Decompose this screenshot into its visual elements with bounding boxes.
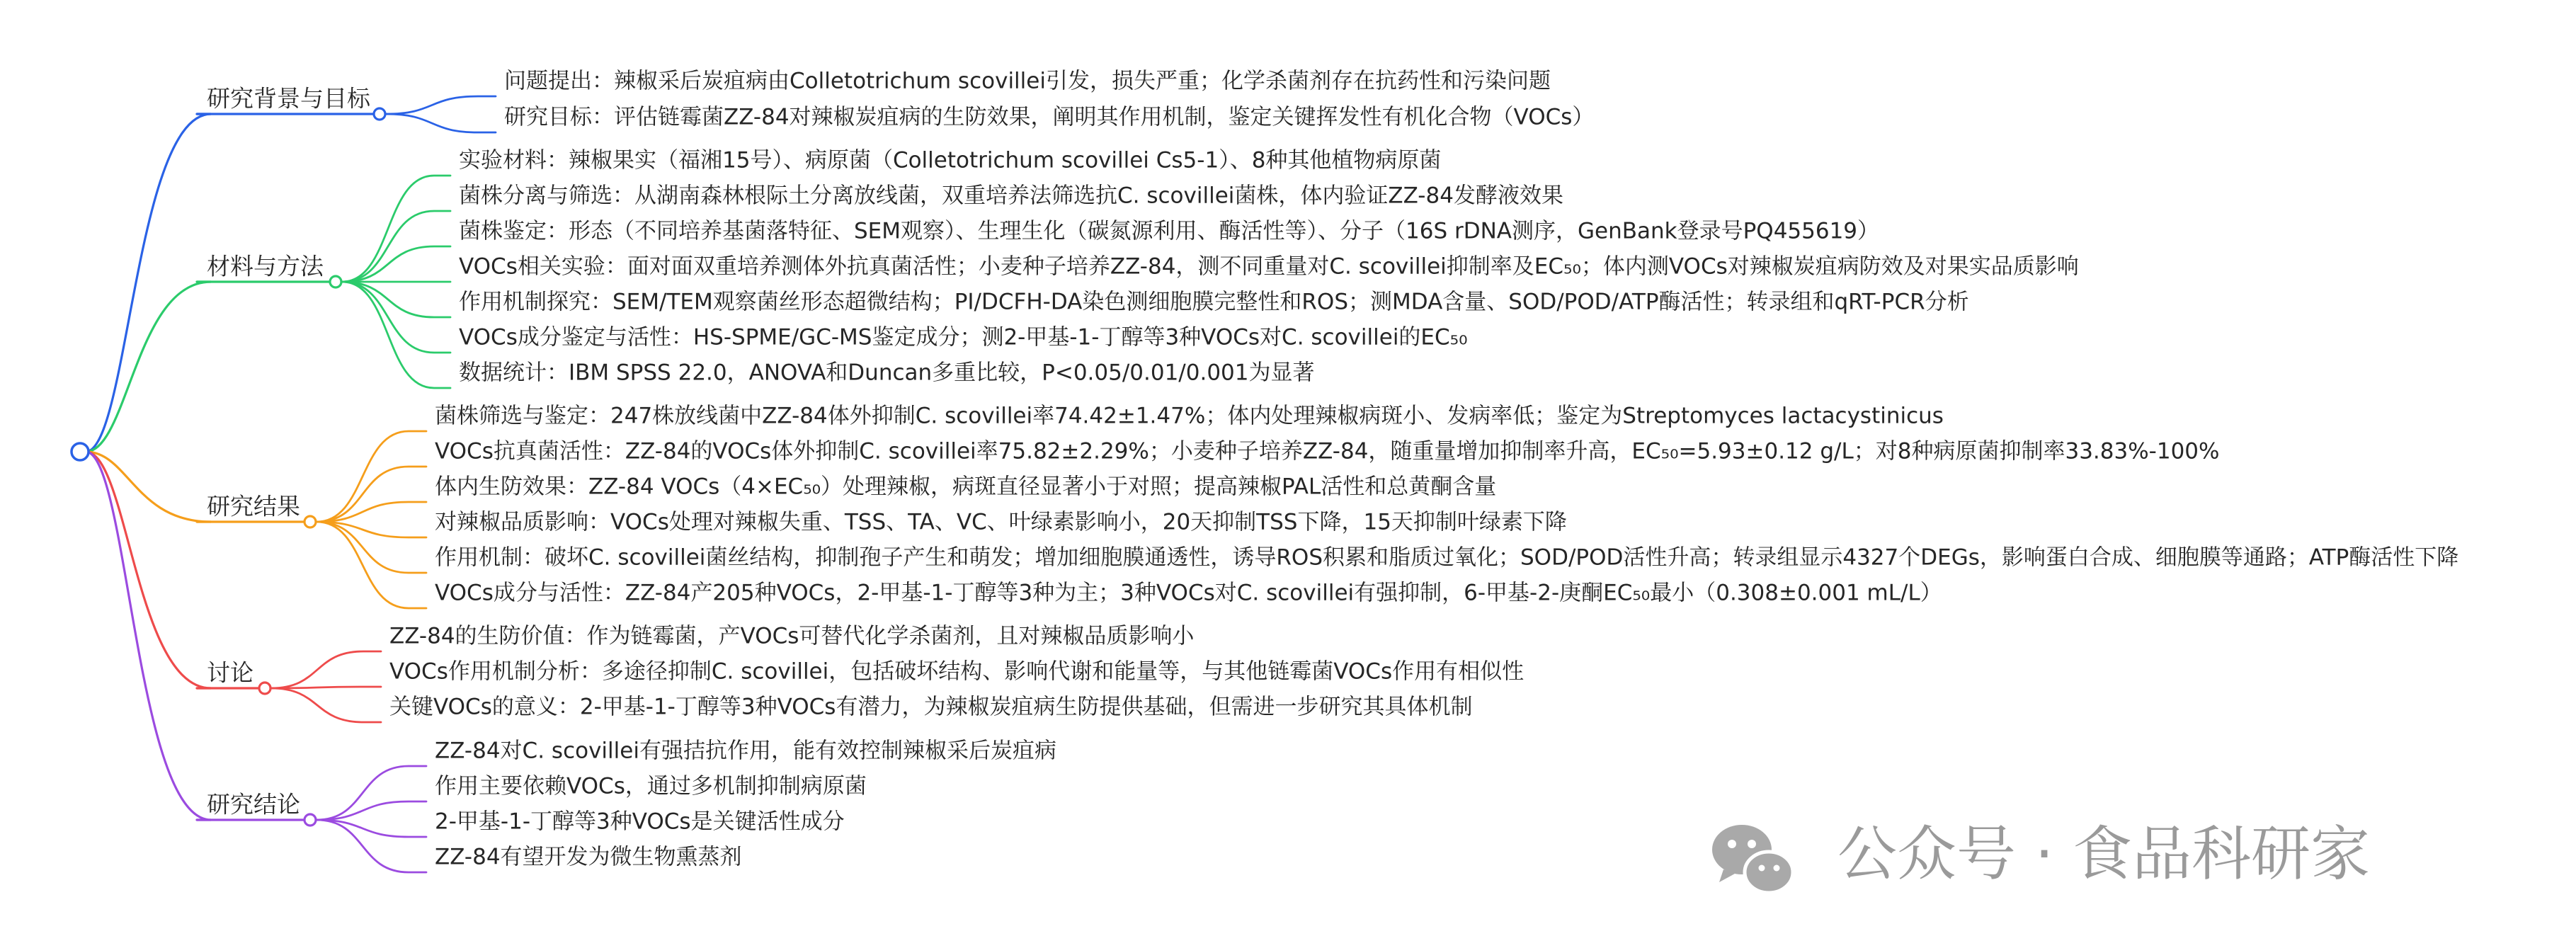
leaf-methods-2: 菌株鉴定：形态（不同培养基菌落特征、SEM观察）、生理生化（碳氮源利用、酶活性等）、分子（16S rDNA测序，GenBank登录号PQ455619） bbox=[459, 218, 1880, 244]
edge-root-results bbox=[86, 452, 211, 522]
leaf-results-5: VOCs成分与活性：ZZ-84产205种VOCs，2-甲基-1-丁醇等3种为主；3种VOCs对C. scovillei有强抑制，6-甲基-2-庚酮EC₅₀最小（0.308±0.001 mL/L） bbox=[435, 580, 1942, 606]
leaf-conclusion-0: ZZ-84对C. scovillei有强拮抗作用，能有效控制辣椒采后炭疽病 bbox=[435, 738, 1056, 764]
leaf-methods-3: VOCs相关实验：面对面双重培养测体外抗真菌活性；小麦种子培养ZZ-84，测不同重量对C. scovillei抑制率及EC₅₀；体内测VOCs对辣椒炭疽病防效及对果实品质影响 bbox=[459, 253, 2079, 280]
edge-conclusion-3 bbox=[317, 820, 426, 872]
leaf-results-1: VOCs抗真菌活性：ZZ-84的VOCs体外抑制C. scovillei率75.82±2.29%；小麦种子培养ZZ-84，随重量增加抑制率升高，EC₅₀=5.93±0.12 g/L；对8种病原菌抑制率33.83%-100% bbox=[435, 438, 2220, 464]
mindmap-nodes bbox=[72, 69, 2458, 870]
leaf-results-3: 对辣椒品质影响：VOCs处理对辣椒失重、TSS、TA、VC、叶绿素影响小，20天抑制TSS下降，15天抑制叶绿素下降 bbox=[435, 509, 1567, 535]
edge-background-0 bbox=[386, 96, 496, 114]
leaf-discussion-1: VOCs作用机制分析：多途径抑制C. scovillei，包括破坏结构、影响代谢和能量等，与其他链霉菌VOCs作用有相似性 bbox=[389, 658, 1524, 685]
branch-connector-results[interactable] bbox=[304, 516, 316, 527]
edge-methods-6 bbox=[342, 282, 450, 388]
edge-root-conclusion bbox=[86, 452, 211, 820]
branch-connector-conclusion[interactable] bbox=[304, 814, 316, 826]
branch-connector-background[interactable] bbox=[374, 108, 385, 120]
leaf-background-0: 问题提出：辣椒采后炭疽病由Colletotrichum scovillei引发，损失严重；化学杀菌剂存在抗药性和污染问题 bbox=[504, 68, 1551, 94]
edge-discussion-2 bbox=[271, 688, 381, 722]
wechat-icon bbox=[1712, 825, 1793, 893]
watermark-text: 公众号 · 食品科研家 bbox=[1837, 818, 2371, 889]
leaf-methods-0: 实验材料：辣椒果实（福湘15号）、病原菌（Colletotrichum scovillei Cs5-1）、8种其他植物病原菌 bbox=[459, 147, 1442, 173]
edge-results-4 bbox=[317, 522, 426, 573]
leaf-conclusion-3: ZZ-84有望开发为微生物熏蒸剂 bbox=[435, 844, 742, 870]
branch-label-background: 研究背景与目标 bbox=[207, 84, 370, 113]
leaf-conclusion-2: 2-甲基-1-丁醇等3种VOCs是关键活性成分 bbox=[435, 809, 845, 835]
leaf-conclusion-1: 作用主要依赖VOCs，通过多机制抑制病原菌 bbox=[435, 773, 867, 799]
leaf-methods-1: 菌株分离与筛选：从湖南森林根际土分离放线菌，双重培养法筛选抗C. scovillei菌株，体内验证ZZ-84发酵液效果 bbox=[459, 183, 1563, 209]
leaf-discussion-2: 关键VOCs的意义：2-甲基-1-丁醇等3种VOCs有潜力，为辣椒炭疽病生防提供基础，但需进一步研究其具体机制 bbox=[389, 694, 1473, 720]
branch-label-discussion: 讨论 bbox=[207, 658, 253, 687]
leaf-methods-6: 数据统计：IBM SPSS 22.0，ANOVA和Duncan多重比较，P<0.05/0.01/0.001为显著 bbox=[459, 360, 1315, 386]
edge-results-1 bbox=[317, 467, 426, 522]
edge-root-background bbox=[86, 114, 211, 452]
branch-connector-methods[interactable] bbox=[330, 276, 341, 287]
watermark bbox=[1712, 819, 2370, 893]
leaf-methods-4: 作用机制探究：SEM/TEM观察菌丝形态超微结构；PI/DCFH-DA染色测细胞膜完整性和ROS；测MDA含量、SOD/POD/ATP酶活性；转录组和qRT-PCR分析 bbox=[459, 289, 1969, 315]
leaf-results-4: 作用机制：破坏C. scovillei菌丝结构，抑制孢子产生和萌发；增加细胞膜通透性，诱导ROS积累和脂质过氧化；SOD/POD活性升高；转录组显示4327个DEGs，影响蛋白合成、细胞膜等通路；ATP酶活性下降 bbox=[435, 544, 2459, 571]
branch-connector-discussion[interactable] bbox=[259, 683, 270, 694]
branch-label-results: 研究结果 bbox=[207, 492, 300, 520]
edge-root-discussion bbox=[86, 452, 211, 688]
root-node[interactable] bbox=[72, 443, 89, 460]
leaf-background-1: 研究目标：评估链霉菌ZZ-84对辣椒炭疽病的生防效果，阐明其作用机制，鉴定关键挥发性有机化合物（VOCs） bbox=[504, 104, 1595, 130]
edge-results-5 bbox=[317, 522, 426, 608]
edge-background-1 bbox=[386, 114, 496, 132]
leaf-discussion-0: ZZ-84的生防价值：作为链霉菌，产VOCs可替代化学杀菌剂，且对辣椒品质影响小 bbox=[389, 623, 1195, 649]
leaf-methods-5: VOCs成分鉴定与活性：HS-SPME/GC-MS鉴定成分；测2-甲基-1-丁醇等3种VOCs对C. scovillei的EC₅₀ bbox=[459, 324, 1468, 350]
branch-label-methods: 材料与方法 bbox=[207, 252, 324, 280]
leaf-results-2: 体内生防效果：ZZ-84 VOCs（4×EC₅₀）处理辣椒，病斑直径显著小于对照；提高辣椒PAL活性和总黄酮含量 bbox=[435, 474, 1497, 500]
edge-conclusion-0 bbox=[317, 766, 426, 820]
leaf-results-0: 菌株筛选与鉴定：247株放线菌中ZZ-84体外抑制C. scovillei率74.42±1.47%；体内处理辣椒病斑小、发病率低；鉴定为Streptomyces lactacystinicus bbox=[435, 403, 1944, 429]
edge-methods-0 bbox=[342, 176, 450, 282]
edge-discussion-0 bbox=[271, 651, 381, 688]
branch-label-conclusion: 研究结论 bbox=[207, 790, 300, 818]
